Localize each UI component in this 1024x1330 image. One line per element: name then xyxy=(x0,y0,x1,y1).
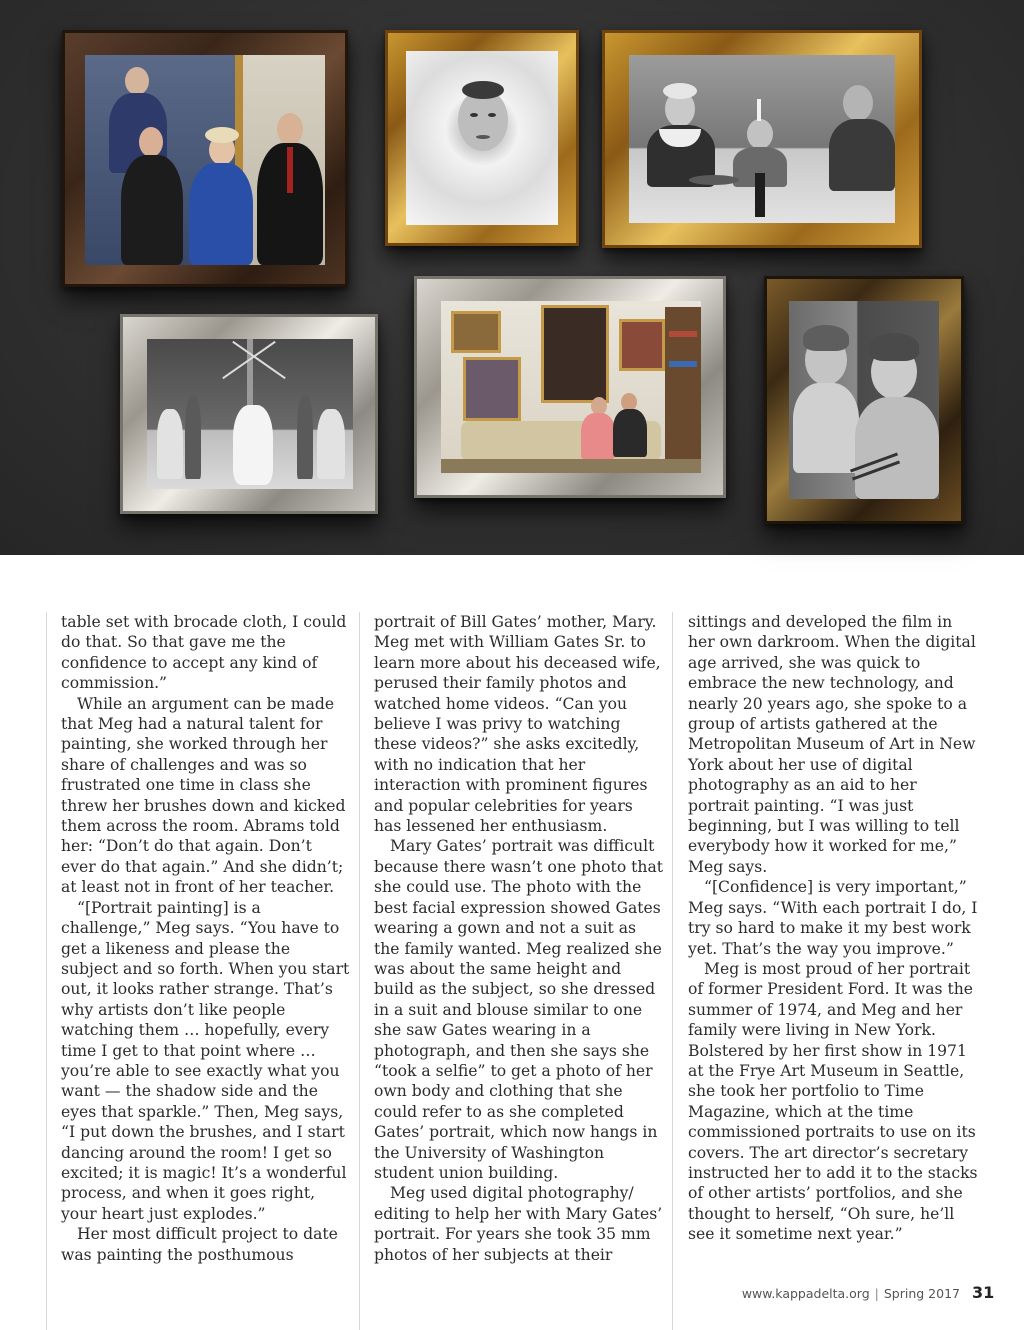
couple-living-room-photo xyxy=(414,276,726,498)
paragraph: “[Confidence] is very important,” Meg says. “With each portrait I do, I try so hard to make it my best work yet. That’s the way you improve.” xyxy=(688,878,978,958)
paragraph: portrait of Bill Gates’ mother, Mary. Meg met with William Gates Sr. to learn more about his deceased wife, perused their family photos and watched home videos. “Can you believe I was privy to watching these videos?” she asks excitedly, with no indication that her interaction with prominent figures and popular celebrities for years has lessened her enthusiasm. xyxy=(374,613,661,836)
photo-wall xyxy=(0,0,1024,555)
family-dinner-photo xyxy=(602,30,922,248)
column-rule-center-left xyxy=(359,612,360,1330)
issue-label: Spring 2017 xyxy=(883,1286,960,1301)
footer-separator: | xyxy=(874,1286,879,1301)
column-rule-left xyxy=(46,612,47,1330)
wedding-saber-arch-photo xyxy=(120,314,378,514)
paragraph: Mary Gates’ portrait was difficult because there wasn’t one photo that she could use. The photo with the best facial expression showed Gates wearing a gown and not a suit as the family wanted. Meg realized she was about the same height and build as the subject, so she dressed in a suit and blouse similar to one she saw Gates wearing in a photograph, and then she says she “took a selfie” to get a photo of her own body and clothing that she could refer to as she completed Gates’ portrait, which now hangs in the University of Washington student union building. xyxy=(374,837,664,1182)
gates-family-portrait-photo xyxy=(62,30,348,287)
paragraph: Meg used digital photography/ editing to help her with Mary Gates’ portrait. For years she took 35 mm photos of her subjects at their xyxy=(374,1184,663,1264)
website-link[interactable]: www.kappadelta.org xyxy=(741,1286,870,1301)
column-rule-center-right xyxy=(672,612,673,1330)
artist-with-self-portrait-photo xyxy=(764,276,964,524)
paragraph: sittings and developed the film in her own darkroom. When the digital age arrived, she was quick to embrace the new technology, and nearly 20 years ago, she spoke to a group of artists gathered at the Metropolitan Museum of Art in New York about her use of digital photography as an aid to her portrait painting. “I was just beginning, but I was willing to tell everybody how it worked for me,” Meg says. xyxy=(688,613,976,876)
article-column-1 xyxy=(61,612,351,1265)
paragraph: While an argument can be made that Meg had a natural talent for painting, she worked through her share of challenges and was so frustrated one time in class she threw her brushes down and kicked them across the room. Abrams told her: “Don’t do that again. Don’t ever do that again.” And she didn’t; at least not in front of her teacher. xyxy=(61,694,346,897)
article-column-3 xyxy=(688,612,978,1245)
footer-issue-line xyxy=(700,1286,960,1301)
paragraph: table set with brocade cloth, I could do that. So that gave me the confidence to accept any kind of commission.” xyxy=(61,613,347,693)
paragraph: Her most difficult project to date was painting the posthumous xyxy=(61,1225,338,1264)
page-number: 31 xyxy=(972,1283,995,1302)
paragraph: Meg is most proud of her portrait of former President Ford. It was the summer of 1974, and Meg and her family were living in New York. Bolstered by her first show in 1971 at the Frye Art Museum in Seattle, she took her portfolio to Time Magazine, which at the time commissioned portraits to use on its covers. The art director’s secretary instructed her to add it to the stacks of other artists’ portfolios, and she thought to herself, “Oh sure, he’ll see it sometime next year.” xyxy=(688,959,978,1244)
article-column-2 xyxy=(374,612,664,1265)
paragraph: “[Portrait painting] is a challenge,” Meg says. “You have to get a likeness and please the subject and so forth. When you start out, it looks rather strange. That’s why artists don’t like people watching them … hopefully, every time I get to that point where … you’re able to see exactly what you want — the shadow side and the eyes that sparkle.” Then, Meg says, “I put down the brushes, and I start dancing around the room! I get so excited; it is magic! It’s a wonderful process, and when it goes right, your heart just explodes.” xyxy=(61,898,350,1223)
woman-feather-portrait-photo xyxy=(385,30,579,246)
